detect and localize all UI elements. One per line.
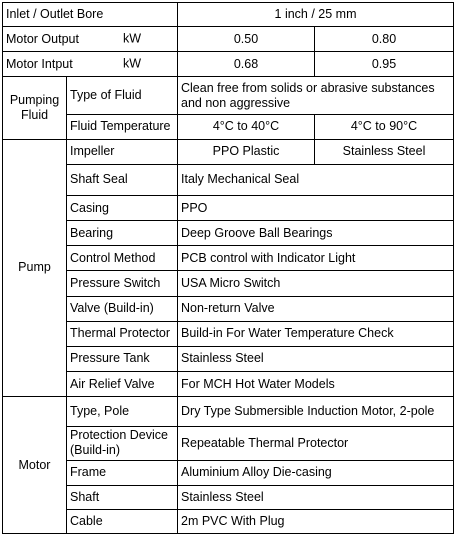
- motor-item-value: 2m PVC With Plug: [178, 509, 454, 533]
- spec-row-casing: [3, 196, 454, 221]
- motor-output-label: Motor Output: [6, 31, 79, 46]
- pump-item-value: PCB control with Indicator Light: [178, 246, 454, 271]
- spec-row-air-relief-valve: [3, 372, 454, 397]
- motor-item-value: Repeatable Thermal Protector: [178, 427, 454, 460]
- spec-row-cable: [3, 509, 454, 533]
- motor-input-label: Motor Intput: [6, 56, 73, 71]
- pump-item-value: USA Micro Switch: [178, 271, 454, 296]
- pumping-fluid-group-label: Pumping Fluid: [3, 77, 67, 139]
- pump-item-value: Build-in For Water Temperature Check: [178, 321, 454, 346]
- pump-item-value: PPO: [178, 196, 454, 221]
- fluid-type-value: Clean free from solids or abrasive substances and non aggressive: [178, 77, 454, 114]
- pump-item-value: Deep Groove Ball Bearings: [178, 221, 454, 246]
- spec-row-inlet-bore: [3, 3, 454, 27]
- pump-item-value: Non-return Valve: [178, 296, 454, 321]
- pump-item-value: Italy Mechanical Seal: [178, 164, 454, 195]
- pump-item-label: Air Relief Valve: [67, 372, 178, 397]
- spec-row-pressure-tank: [3, 346, 454, 371]
- impeller-value-2: Stainless Steel: [315, 139, 454, 164]
- inlet-bore-label: Inlet / Outlet Bore: [3, 3, 178, 27]
- motor-item-value: Dry Type Submersible Induction Motor, 2-pole: [178, 397, 454, 427]
- motor-input-value-1: 0.68: [178, 52, 315, 77]
- motor-item-label: Protection Device (Build-in): [67, 427, 178, 460]
- motor-input-value-2: 0.95: [315, 52, 454, 77]
- pump-item-label: Pressure Tank: [67, 346, 178, 371]
- pump-group-label: Pump: [3, 139, 67, 396]
- motor-item-label: Type, Pole: [67, 397, 178, 427]
- spec-row-bearing: [3, 221, 454, 246]
- spec-row-type-pole: [3, 397, 454, 427]
- pump-item-label: Thermal Protector: [67, 321, 178, 346]
- motor-output-unit: kW: [122, 31, 141, 46]
- pump-item-value: Stainless Steel: [178, 346, 454, 371]
- spec-row-motor-output: [3, 27, 454, 52]
- impeller-label: Impeller: [67, 139, 178, 164]
- pump-item-label: Control Method: [67, 246, 178, 271]
- fluid-temperature-value-2: 4°C to 90°C: [315, 114, 454, 139]
- motor-item-value: Stainless Steel: [178, 485, 454, 509]
- spec-row-protection-device: [3, 427, 454, 460]
- motor-input-unit: kW: [122, 56, 141, 71]
- spec-row-pressure-switch: [3, 271, 454, 296]
- inlet-bore-value: 1 inch / 25 mm: [178, 3, 454, 27]
- motor-item-label: Frame: [67, 460, 178, 485]
- motor-input-cell: [3, 52, 178, 77]
- pump-item-label: Casing: [67, 196, 178, 221]
- spec-row-impeller: [3, 139, 454, 164]
- motor-item-label: Cable: [67, 509, 178, 533]
- fluid-type-label: Type of Fluid: [67, 77, 178, 114]
- pump-item-value: For MCH Hot Water Models: [178, 372, 454, 397]
- spec-row-fluid-type: [3, 77, 454, 114]
- fluid-temperature-value-1: 4°C to 40°C: [178, 114, 315, 139]
- pump-item-label: Pressure Switch: [67, 271, 178, 296]
- motor-output-value-1: 0.50: [178, 27, 315, 52]
- motor-output-value-2: 0.80: [315, 27, 454, 52]
- spec-row-motor-input: [3, 52, 454, 77]
- spec-row-control-method: [3, 246, 454, 271]
- motor-item-label: Shaft: [67, 485, 178, 509]
- pump-item-label: Shaft Seal: [67, 164, 178, 195]
- motor-item-value: Aluminium Alloy Die-casing: [178, 460, 454, 485]
- spec-row-thermal-protector: [3, 321, 454, 346]
- fluid-temperature-label: Fluid Temperature: [67, 114, 178, 139]
- spec-row-shaft-seal: [3, 164, 454, 195]
- spec-table: [2, 2, 454, 534]
- spec-row-valve: [3, 296, 454, 321]
- pump-item-label: Valve (Build-in): [67, 296, 178, 321]
- motor-output-cell: [3, 27, 178, 52]
- spec-row-fluid-temperature: [3, 114, 454, 139]
- motor-group-label: Motor: [3, 397, 67, 534]
- pump-item-label: Bearing: [67, 221, 178, 246]
- spec-row-shaft: [3, 485, 454, 509]
- impeller-value-1: PPO Plastic: [178, 139, 315, 164]
- spec-row-frame: [3, 460, 454, 485]
